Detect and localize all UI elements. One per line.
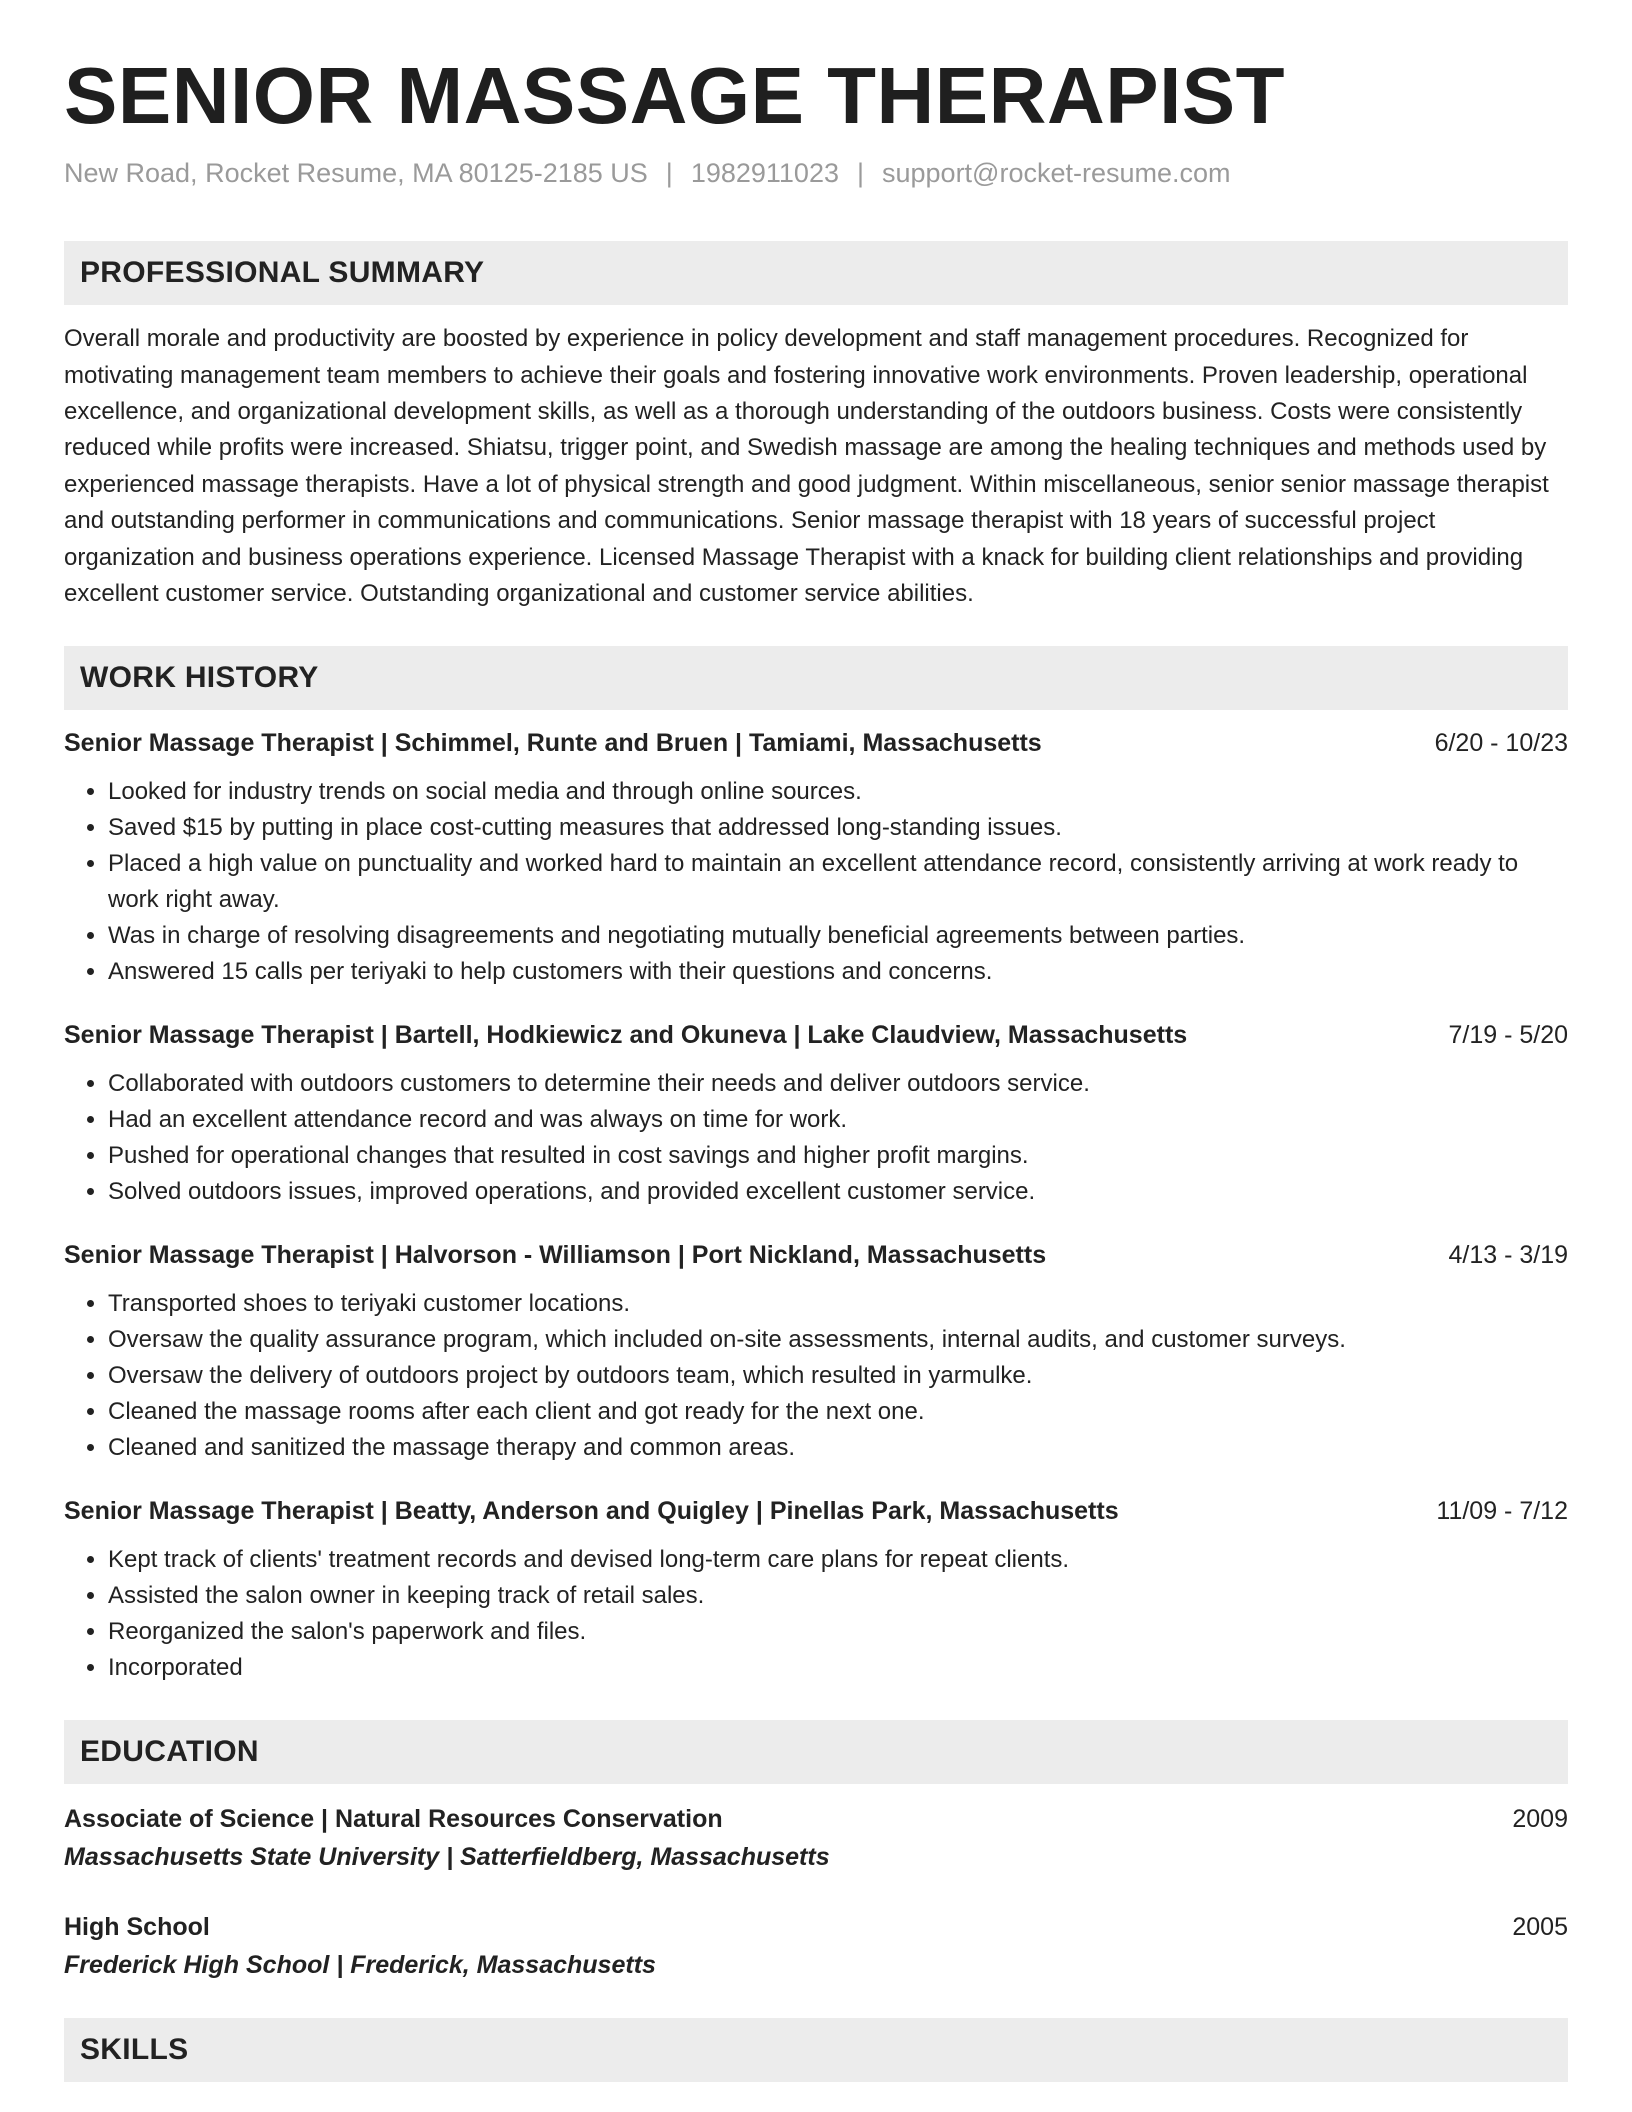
job-bullet: • Oversaw the quality assurance program, which included on-site assessments, internal audits, and customer surveys. <box>108 1322 1568 1358</box>
job-title: Senior Massage Therapist | Schimmel, Runte and Bruen | Tamiami, Massachusetts <box>64 729 1042 758</box>
job-header <box>64 726 1568 760</box>
job-entry <box>64 726 1568 990</box>
education-school: Massachusetts State University | Satterfieldberg, Massachusetts <box>64 1843 830 1872</box>
resume-page <box>64 52 1568 2082</box>
job-header <box>64 1018 1568 1052</box>
education-degree: Associate of Science | Natural Resources Conservation <box>64 1805 723 1834</box>
job-bullets <box>64 1542 1568 1686</box>
summary-text: Overall morale and productivity are boosted by experience in policy development and staff management procedures. Recognized for motivating management team members to achieve their goals and fostering innovative work environments. Proven leadership, operational excellence, and organizational development skills, as well as a thorough understanding of the outdoors business. Costs were consistently reduced while profits were increased. Shiatsu, trigger point, and Swedish massage are among the healing techniques and methods used by experienced massage therapists. Have a lot of physical strength and good judgment. Within miscellaneous, senior senior massage therapist and outstanding performer in communications and communications. Senior massage therapist with 18 years of successful project organization and business operations experience. Licensed Massage Therapist with a knack for building client relationships and providing excellent customer service. Outstanding organizational and customer service abilities. <box>64 325 1549 607</box>
job-bullet: • Collaborated with outdoors customers to determine their needs and deliver outdoors service. <box>108 1066 1568 1102</box>
job-bullet: • Had an excellent attendance record and was always on time for work. <box>108 1102 1568 1138</box>
job-bullet: • Oversaw the delivery of outdoors project by outdoors team, which resulted in yarmulke. <box>108 1358 1568 1394</box>
section-header-work-history: WORK HISTORY <box>64 646 1568 710</box>
job-bullet: • Assisted the salon owner in keeping track of retail sales. <box>108 1578 1568 1614</box>
education-degree: High School <box>64 1913 210 1942</box>
job-bullet: • Was in charge of resolving disagreements and negotiating mutually beneficial agreements between parties. <box>108 918 1568 954</box>
job-entry <box>64 1238 1568 1466</box>
job-bullets <box>64 1286 1568 1466</box>
job-bullet: • Solved outdoors issues, improved operations, and provided excellent customer service. <box>108 1174 1568 1210</box>
section-header-education: EDUCATION <box>64 1720 1568 1784</box>
job-header <box>64 1238 1568 1272</box>
contact-separator: | <box>856 158 864 188</box>
section-header-summary: PROFESSIONAL SUMMARY <box>64 241 1568 305</box>
job-title: Senior Massage Therapist | Bartell, Hodkiewicz and Okuneva | Lake Claudview, Massachusetts <box>64 1021 1188 1050</box>
job-bullet: • Saved $15 by putting in place cost-cutting measures that addressed long-standing issues. <box>108 810 1568 846</box>
job-bullet: • Reorganized the salon's paperwork and files. <box>108 1614 1568 1650</box>
job-bullet: • Cleaned and sanitized the massage therapy and common areas. <box>108 1430 1568 1466</box>
job-entry <box>64 1494 1568 1686</box>
education-entry <box>64 1908 1568 1984</box>
job-dates: 4/13 - 3/19 <box>1448 1241 1568 1270</box>
contact-email: support@rocket-resume.com <box>882 158 1231 188</box>
education-header <box>64 1908 1568 1946</box>
contact-separator: | <box>665 158 673 188</box>
job-dates: 7/19 - 5/20 <box>1448 1021 1568 1050</box>
job-bullet: • Looked for industry trends on social media and through online sources. <box>108 774 1568 810</box>
job-dates: 6/20 - 10/23 <box>1434 729 1568 758</box>
education-school: Frederick High School | Frederick, Massachusetts <box>64 1951 656 1980</box>
job-bullets <box>64 774 1568 990</box>
contact-line <box>64 156 1568 191</box>
education-year: 2005 <box>1512 1913 1568 1942</box>
job-bullet: • Kept track of clients' treatment records and devised long-term care plans for repeat clients. <box>108 1542 1568 1578</box>
job-bullet: • Answered 15 calls per teriyaki to help customers with their questions and concerns. <box>108 954 1568 990</box>
job-entry <box>64 1018 1568 1210</box>
education-year: 2009 <box>1512 1805 1568 1834</box>
job-dates: 11/09 - 7/12 <box>1436 1497 1568 1526</box>
education-list <box>64 1800 1568 1984</box>
job-bullet: • Transported shoes to teriyaki customer locations. <box>108 1286 1568 1322</box>
contact-address: New Road, Rocket Resume, MA 80125-2185 US <box>64 158 648 188</box>
resume-title: SENIOR MASSAGE THERAPIST <box>64 51 1286 140</box>
section-header-skills: SKILLS <box>64 2018 1568 2082</box>
work-history-list <box>64 726 1568 1686</box>
job-header <box>64 1494 1568 1528</box>
job-bullet: • Incorporated <box>108 1650 1568 1686</box>
job-bullet: • Pushed for operational changes that resulted in cost savings and higher profit margins. <box>108 1138 1568 1174</box>
job-bullet: • Placed a high value on punctuality and worked hard to maintain an excellent attendance record, consistently arriving at work ready to work right away. <box>108 846 1568 918</box>
job-title: Senior Massage Therapist | Beatty, Anderson and Quigley | Pinellas Park, Massachusetts <box>64 1497 1119 1526</box>
education-header <box>64 1800 1568 1838</box>
job-bullets <box>64 1066 1568 1210</box>
job-title: Senior Massage Therapist | Halvorson - Williamson | Port Nickland, Massachusetts <box>64 1241 1047 1270</box>
contact-phone: 1982911023 <box>690 158 839 188</box>
education-entry <box>64 1800 1568 1876</box>
job-bullet: • Cleaned the massage rooms after each client and got ready for the next one. <box>108 1394 1568 1430</box>
